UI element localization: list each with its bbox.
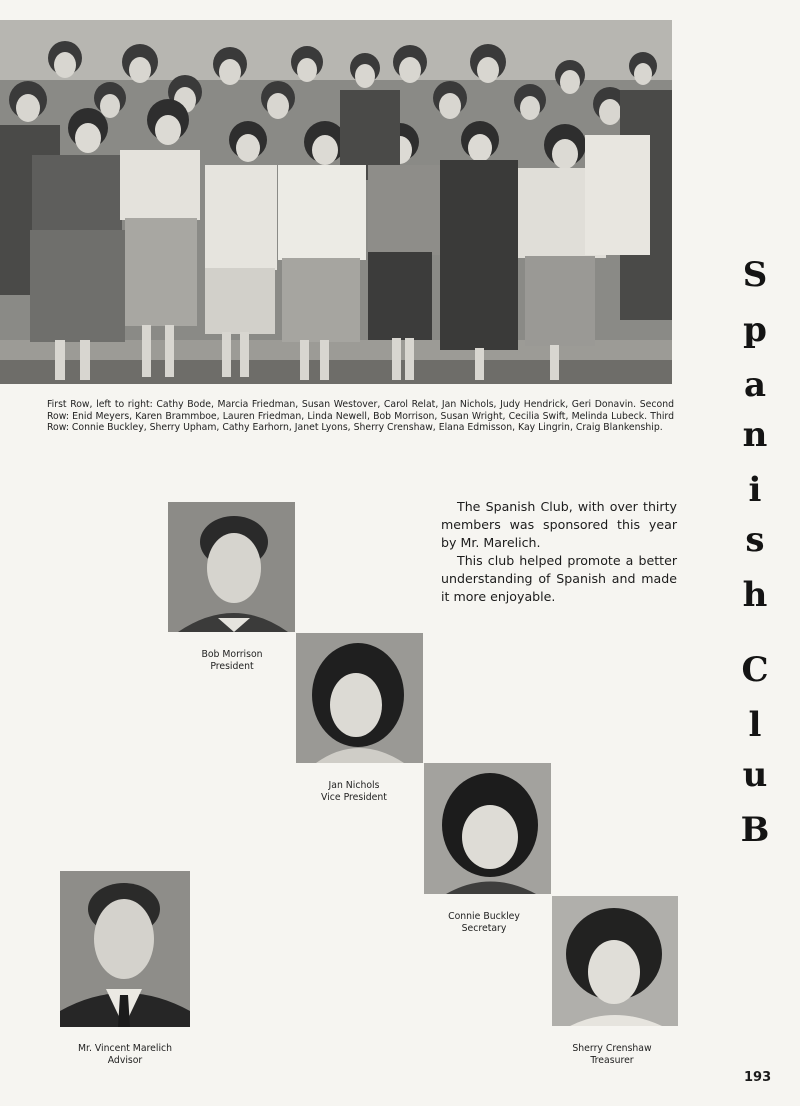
club-description — [441, 498, 677, 606]
title-letter: C — [741, 650, 769, 690]
officer-president-caption — [152, 649, 312, 673]
advisor-name: Mr. Vincent Marelich — [77, 1043, 173, 1054]
officer-role: Vice President — [321, 792, 387, 803]
officer-role: Secretary — [461, 923, 507, 934]
portrait-treasurer — [552, 896, 678, 1026]
advisor-caption — [45, 1043, 205, 1067]
group-photo-caption: First Row, left to right: Cathy Bode, Marcia Friedman, Susan Westover, Carol Relat, Jan Nichols, Judy Hendrick, Geri Donavin. Second Row: Enid Meyers, Karen Brammboe, Lauren Friedman, Linda Newell, Bob Morrison, Susan Wright, Cecilia Swift, Melinda Lubeck. Third Row: Connie Buckley, Sherry Upham, Cathy Earhorn, Janet Lyons, Sherry Crenshaw, Elana Edmisson, Kay Lingrin, Craig Blankenship. — [47, 399, 674, 434]
title-letter: B — [740, 810, 770, 850]
title-letter: h — [742, 575, 768, 615]
title-letter: u — [742, 755, 768, 795]
portrait-president — [168, 502, 295, 632]
officer-secretary-caption — [404, 911, 564, 935]
officer-role: President — [210, 661, 254, 672]
advisor-role: Advisor — [107, 1055, 143, 1066]
title-letter: s — [745, 520, 765, 560]
group-photo-image — [0, 20, 672, 384]
page-number: 193 — [744, 1070, 772, 1085]
officer-role: Treasurer — [590, 1055, 634, 1066]
portrait-advisor — [60, 871, 190, 1027]
portrait-vice-president — [296, 633, 423, 763]
title-letter: S — [742, 255, 768, 295]
club-description-paragraph-1: The Spanish Club, with over thirty members was sponsored this year by Mr. Marelich. — [441, 499, 677, 550]
officer-name: Sherry Crenshaw — [572, 1043, 652, 1054]
title-letter: n — [742, 415, 768, 455]
officer-name: Jan Nichols — [328, 780, 380, 791]
title-letter: p — [743, 310, 767, 350]
title-letter: l — [748, 705, 762, 745]
officer-name: Connie Buckley — [448, 911, 520, 922]
title-letter: i — [748, 470, 762, 510]
page-title-vertical — [725, 255, 785, 855]
club-description-paragraph-2: This club helped promote a better understanding of Spanish and made it more enjoyable. — [441, 553, 677, 604]
officer-name: Bob Morrison — [201, 649, 263, 660]
officer-vice-president-caption — [274, 780, 434, 804]
title-letter: a — [743, 365, 767, 405]
portrait-secretary — [424, 763, 551, 894]
group-photo — [0, 20, 672, 384]
officer-treasurer-caption — [532, 1043, 692, 1067]
